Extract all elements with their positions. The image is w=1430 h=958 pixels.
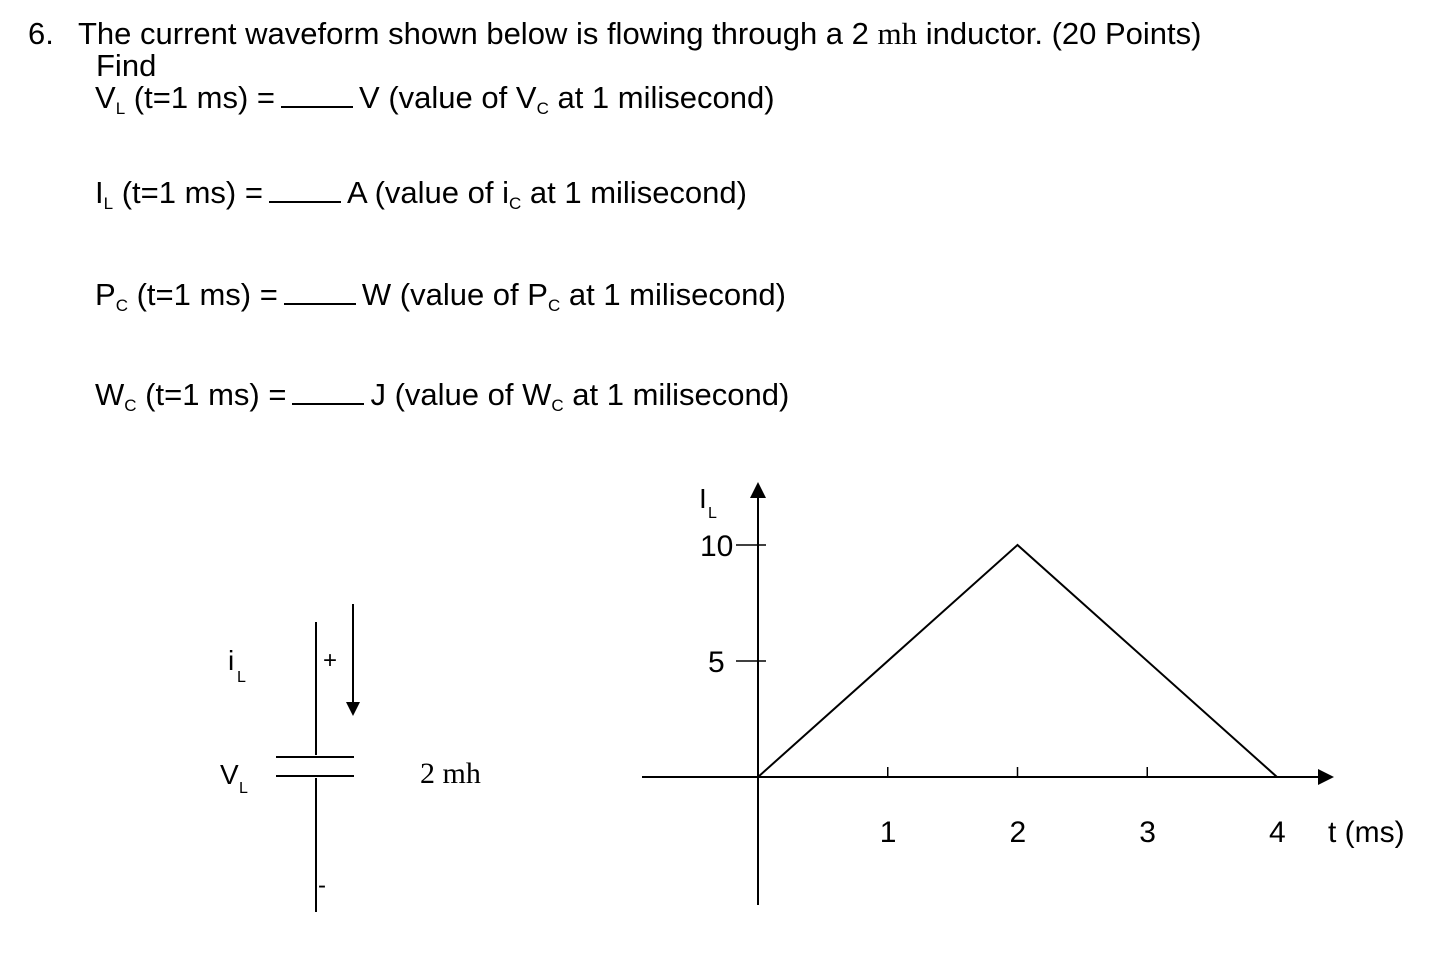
x-axis-arrow-head	[1318, 769, 1334, 785]
y-tick-label-10: 10	[700, 530, 734, 563]
row-description-tail: at 1 milisecond)	[572, 377, 790, 412]
row-description-sub: C	[547, 296, 561, 315]
row-variable-sub: C	[124, 396, 137, 415]
y-axis-label: I	[699, 483, 707, 514]
x-tick-label-2: 2	[1009, 816, 1027, 849]
row-unit: W	[361, 277, 392, 312]
waveform-line	[758, 545, 1277, 777]
row-variable-sub: L	[103, 194, 114, 213]
x-tick-label-3: 3	[1139, 816, 1156, 849]
y-axis-arrow-head	[750, 482, 766, 498]
row-variable-sub: C	[115, 296, 128, 315]
question-unit: mh	[877, 16, 918, 51]
voltage-label: V	[220, 759, 239, 790]
question-number: 6.	[28, 16, 54, 51]
find-label: Find	[96, 48, 157, 83]
row-condition: (t=1 ms) =	[145, 377, 287, 412]
row-unit: V	[359, 80, 380, 115]
current-label: i	[228, 645, 235, 676]
row-description: (value of i	[374, 175, 509, 210]
row-variable: I	[95, 175, 104, 210]
row-description-sub: C	[508, 194, 522, 213]
row-variable: V	[95, 80, 116, 115]
row-unit: J	[370, 377, 386, 412]
y-tick-label-5: 5	[708, 646, 725, 679]
voltage-arrow-head	[346, 702, 360, 716]
minus-sign: -	[318, 872, 326, 899]
row-condition: (t=1 ms) =	[121, 175, 263, 210]
row-variable-sub: L	[115, 99, 126, 118]
row-condition: (t=1 ms) =	[136, 277, 278, 312]
row-description: (value of V	[388, 80, 537, 115]
row-description-tail: at 1 milisecond)	[529, 175, 747, 210]
current-label-sub: L	[237, 669, 246, 686]
row-condition: (t=1 ms) =	[133, 80, 276, 115]
row-variable: W	[95, 377, 125, 412]
row-description: (value of P	[399, 277, 548, 312]
row-description-tail: at 1 milisecond)	[557, 80, 775, 115]
row-description-sub: C	[551, 396, 564, 415]
y-axis-label-sub: L	[708, 505, 717, 522]
voltage-label-sub: L	[239, 780, 248, 797]
inductance-label: 2 mh	[420, 757, 481, 790]
plus-sign: +	[323, 647, 338, 674]
row-unit: A	[346, 175, 366, 210]
x-axis-label: t (ms)	[1328, 816, 1405, 849]
question-text-before: The current waveform shown below is flowing through a 2	[78, 16, 869, 51]
x-tick-label-4: 4	[1269, 816, 1286, 849]
inductor-circuit	[220, 604, 481, 912]
row-variable: P	[95, 277, 116, 312]
row-description-tail: at 1 milisecond)	[568, 277, 786, 312]
row-description: (value of W	[394, 377, 552, 412]
question-text-after: inductor. (20 Points)	[925, 16, 1202, 51]
current-waveform-chart	[642, 482, 1405, 905]
row-description-sub: C	[536, 99, 549, 118]
x-tick-label-1: 1	[879, 816, 897, 849]
